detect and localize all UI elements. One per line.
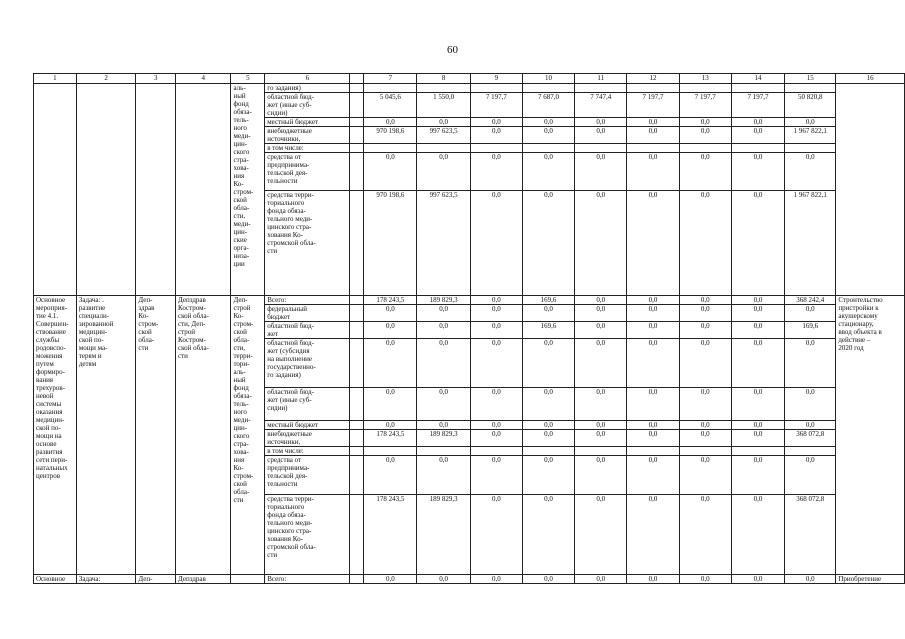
value-cell: 0,0: [364, 575, 417, 584]
value-cell: 0,0: [364, 339, 417, 388]
value-cell: 0,0: [731, 430, 784, 447]
value-cell: [731, 144, 784, 153]
value-cell: 0,0: [627, 118, 679, 127]
value-cell: 0,0: [417, 322, 470, 339]
value-cell: [731, 84, 784, 93]
table-cell: Депздрав: [176, 575, 231, 584]
value-cell: [522, 447, 574, 456]
value-cell: 0,0: [364, 305, 417, 322]
value-cell: 189 829,3: [417, 296, 470, 305]
value-cell: 0,0: [627, 127, 679, 144]
value-cell: 0,0: [470, 305, 522, 322]
value-cell: 0,0: [627, 430, 679, 447]
value-cell: 0,0: [731, 575, 784, 584]
value-cell: 0,0: [731, 153, 784, 191]
value-cell: 0,0: [627, 153, 679, 191]
value-cell: 7 197,7: [627, 93, 679, 118]
value-cell: 0,0: [731, 118, 784, 127]
value-cell: 0,0: [679, 430, 731, 447]
value-cell: [575, 144, 627, 153]
table-row: [34, 84, 905, 93]
value-cell: 0,0: [364, 421, 417, 430]
value-cell: 0,0: [470, 388, 522, 421]
funding-entity-cell: аль- ный фонд обяза- тель- ного меди- цин- ского стра- хова- ния Ко- стром- ской обла- сти, меди- цин- ские орга- низа- ции: [231, 84, 265, 296]
spacer-cell: [350, 144, 364, 153]
value-cell: 7 687,0: [522, 93, 574, 118]
coexecutor-cell: Депздрав Костром- ской обла- сти, Деп- строй Костром- ской обла- сти: [176, 296, 231, 575]
funding-source-label: средства от предпринима- тельской дея- тельности: [265, 456, 350, 495]
funding-entity-cell: Деп- строй Ко- стром- ской обла- сти, терри- тори- аль- ный фонд обяза- тель- ного меди- цин- ского стра- хова- ния Ко- стром- ской обла- сти: [231, 296, 265, 575]
value-cell: [364, 447, 417, 456]
table-row: [34, 296, 905, 305]
value-cell: 0,0: [470, 322, 522, 339]
column-header: 13: [679, 74, 731, 84]
value-cell: 0,0: [679, 495, 731, 575]
value-cell: [731, 447, 784, 456]
table-cell: Основное: [34, 575, 77, 584]
value-cell: [522, 84, 574, 93]
value-cell: 0,0: [522, 388, 574, 421]
value-cell: 0,0: [470, 456, 522, 495]
spacer-cell: [350, 388, 364, 421]
value-cell: 0,0: [785, 388, 836, 421]
value-cell: 0,0: [627, 495, 679, 575]
column-header: 1: [34, 74, 77, 84]
value-cell: 0,0: [470, 575, 522, 584]
funding-source-label: местный бюджет: [265, 118, 350, 127]
value-cell: [575, 447, 627, 456]
funding-source-label: средства терри- ториального фонда обяза- тельного меди- цинского стра- хования Ко- стромской обла- сти: [265, 191, 350, 296]
value-cell: 189 829,3: [417, 430, 470, 447]
value-cell: [470, 84, 522, 93]
value-cell: 0,0: [627, 575, 679, 584]
column-header: 2: [76, 74, 136, 84]
value-cell: 0,0: [364, 456, 417, 495]
value-cell: [364, 84, 417, 93]
value-cell: 0,0: [522, 421, 574, 430]
value-cell: [627, 447, 679, 456]
value-cell: 0,0: [627, 305, 679, 322]
value-cell: 0,0: [522, 118, 574, 127]
value-cell: 1 550,0: [417, 93, 470, 118]
spacer-cell: [350, 575, 364, 584]
value-cell: 0,0: [679, 118, 731, 127]
value-cell: 7 197,7: [470, 93, 522, 118]
value-cell: 970 198,6: [364, 127, 417, 144]
spacer-cell: [350, 191, 364, 296]
value-cell: 0,0: [679, 339, 731, 388]
value-cell: [470, 447, 522, 456]
value-cell: 0,0: [575, 191, 627, 296]
spacer-cell: [350, 421, 364, 430]
value-cell: 0,0: [731, 305, 784, 322]
spacer-cell: [350, 495, 364, 575]
value-cell: 178 243,5: [364, 495, 417, 575]
value-cell: 0,0: [417, 575, 470, 584]
value-cell: 368 072,8: [785, 430, 836, 447]
value-cell: 997 623,5: [417, 191, 470, 296]
column-header: 8: [417, 74, 470, 84]
table-cell: Деп-: [136, 575, 176, 584]
value-cell: 0,0: [731, 127, 784, 144]
header-row: [34, 74, 905, 84]
value-cell: 0,0: [575, 153, 627, 191]
value-cell: 50 820,8: [785, 93, 836, 118]
value-cell: [522, 144, 574, 153]
value-cell: 0,0: [470, 495, 522, 575]
funding-source-label: Всего:: [265, 296, 350, 305]
funding-entity-cell: [231, 575, 265, 584]
funding-source-label: го задания): [265, 84, 350, 93]
funding-source-label: областной бюд- жет: [265, 322, 350, 339]
value-cell: 0,0: [731, 388, 784, 421]
value-cell: [417, 84, 470, 93]
value-cell: 0,0: [417, 153, 470, 191]
task-cell: Задача: . развитие специали- зированной медицин- ской по- мощи ма- терям и детям: [76, 296, 136, 575]
funding-source-label: внебюджетные источники,: [265, 430, 350, 447]
value-cell: 0,0: [627, 191, 679, 296]
funding-source-label: внебюджетные источники,: [265, 127, 350, 144]
column-header: 6: [265, 74, 350, 84]
value-cell: 0,0: [731, 456, 784, 495]
value-cell: 0,0: [470, 430, 522, 447]
column-header: 10: [522, 74, 574, 84]
page-number: 60: [447, 44, 458, 56]
column-header: 7: [364, 74, 417, 84]
executor-cell: Деп- здрав Ко- стром- ской обла- сти: [136, 296, 176, 575]
column-header: 9: [470, 74, 522, 84]
value-cell: 0,0: [785, 305, 836, 322]
value-cell: 0,0: [731, 322, 784, 339]
value-cell: 0,0: [417, 388, 470, 421]
value-cell: [785, 144, 836, 153]
value-cell: 0,0: [522, 305, 574, 322]
value-cell: 0,0: [731, 191, 784, 296]
value-cell: 0,0: [731, 339, 784, 388]
task-cell: [76, 84, 136, 296]
value-cell: 0,0: [679, 127, 731, 144]
value-cell: 0,0: [522, 456, 574, 495]
funding-source-label: в том числе:: [265, 447, 350, 456]
spacer-cell: [350, 296, 364, 305]
value-cell: [785, 447, 836, 456]
value-cell: 0,0: [627, 322, 679, 339]
value-cell: 169,6: [522, 322, 574, 339]
coexecutor-cell: [176, 84, 231, 296]
value-cell: 189 829,3: [417, 495, 470, 575]
value-cell: 0,0: [470, 191, 522, 296]
value-cell: 7 197,7: [679, 93, 731, 118]
value-cell: 0,0: [417, 339, 470, 388]
value-cell: 7 747,4: [575, 93, 627, 118]
value-cell: 7 197,7: [731, 93, 784, 118]
result-cell: Строительство пристройки к акушерскому стационару, ввод объекта в действие – 2020 год: [836, 296, 905, 575]
funding-source-label: федеральный бюджет: [265, 305, 350, 322]
column-header: [350, 74, 364, 84]
value-cell: 0,0: [785, 118, 836, 127]
spacer-cell: [350, 305, 364, 322]
value-cell: 0,0: [679, 575, 731, 584]
column-header: 15: [785, 74, 836, 84]
value-cell: 0,0: [731, 421, 784, 430]
value-cell: 0,0: [785, 456, 836, 495]
value-cell: 368 072,8: [785, 495, 836, 575]
column-header: 4: [176, 74, 231, 84]
value-cell: 5 045,6: [364, 93, 417, 118]
value-cell: 0,0: [679, 191, 731, 296]
value-cell: 0,0: [785, 153, 836, 191]
value-cell: 0,0: [522, 575, 574, 584]
value-cell: 0,0: [575, 322, 627, 339]
column-header: 11: [575, 74, 627, 84]
column-header: 14: [731, 74, 784, 84]
value-cell: 0,0: [627, 421, 679, 430]
budget-table: [33, 73, 905, 584]
column-header: 12: [627, 74, 679, 84]
value-cell: 368 242,4: [785, 296, 836, 305]
value-cell: 178 243,5: [364, 430, 417, 447]
value-cell: 1 967 822,1: [785, 191, 836, 296]
value-cell: 0,0: [785, 575, 836, 584]
spacer-cell: [350, 153, 364, 191]
event-name-cell: [34, 84, 77, 296]
value-cell: [417, 447, 470, 456]
value-cell: 0,0: [679, 421, 731, 430]
value-cell: [679, 144, 731, 153]
funding-source-label: областной бюд- жет (иные суб- сидии): [265, 388, 350, 421]
value-cell: 0,0: [575, 495, 627, 575]
value-cell: 0,0: [470, 421, 522, 430]
value-cell: 0,0: [785, 421, 836, 430]
value-cell: [627, 144, 679, 153]
value-cell: 997 623,5: [417, 127, 470, 144]
spacer-cell: [350, 447, 364, 456]
value-cell: 0,0: [627, 339, 679, 388]
value-cell: 0,0: [679, 388, 731, 421]
funding-source-label: областной бюд- жет (субсидия на выполнение государственно- го задания): [265, 339, 350, 388]
value-cell: 0,0: [522, 191, 574, 296]
value-cell: 169,6: [785, 322, 836, 339]
value-cell: [785, 84, 836, 93]
value-cell: 0,0: [679, 296, 731, 305]
value-cell: 0,0: [522, 430, 574, 447]
value-cell: 0,0: [470, 118, 522, 127]
funding-source-label: средства терри- ториального фонда обяза- тельного меди- цинского стра- хования Ко- стромской обла- сти: [265, 495, 350, 575]
value-cell: [679, 84, 731, 93]
value-cell: 0,0: [627, 388, 679, 421]
column-header: 16: [836, 74, 905, 84]
spacer-cell: [350, 430, 364, 447]
value-cell: 0,0: [470, 339, 522, 388]
value-cell: 0,0: [417, 305, 470, 322]
value-cell: 0,0: [679, 322, 731, 339]
value-cell: 0,0: [522, 495, 574, 575]
value-cell: 0,0: [575, 296, 627, 305]
value-cell: 0,0: [522, 153, 574, 191]
value-cell: 0,0: [575, 421, 627, 430]
value-cell: 0,0: [575, 127, 627, 144]
event-name-cell: Основное мероприя- тие 4.1. Совершен- ствование службы родовспо- можения путем формиро- вания трехуров- невой системы оказания медицин- ской по- мощи на основe развития сети пери- натальных центров: [34, 296, 77, 575]
value-cell: 0,0: [575, 388, 627, 421]
value-cell: 0,0: [522, 127, 574, 144]
value-cell: [575, 84, 627, 93]
spacer-cell: [350, 322, 364, 339]
value-cell: 0,0: [575, 339, 627, 388]
table-row: [34, 575, 905, 584]
value-cell: 0,0: [470, 153, 522, 191]
value-cell: 0,0: [627, 296, 679, 305]
value-cell: 0,0: [575, 430, 627, 447]
funding-source-label: в том числе:: [265, 144, 350, 153]
value-cell: 0,0: [364, 118, 417, 127]
value-cell: [470, 144, 522, 153]
value-cell: 0,0: [575, 456, 627, 495]
value-cell: 0,0: [785, 339, 836, 388]
value-cell: 0,0: [522, 339, 574, 388]
result-cell: Приобретение: [836, 575, 905, 584]
column-header: 5: [231, 74, 265, 84]
value-cell: 0,0: [731, 296, 784, 305]
value-cell: 0,0: [679, 305, 731, 322]
spacer-cell: [350, 93, 364, 118]
value-cell: 169,6: [522, 296, 574, 305]
value-cell: 0,0: [627, 456, 679, 495]
funding-source-label: областной бюд- жет (иные суб- сидии): [265, 93, 350, 118]
value-cell: 0,0: [364, 153, 417, 191]
spacer-cell: [350, 339, 364, 388]
value-cell: [627, 84, 679, 93]
result-cell: [836, 84, 905, 296]
spacer-cell: [350, 118, 364, 127]
table-cell: Задача:: [76, 575, 136, 584]
executor-cell: [136, 84, 176, 296]
value-cell: 0,0: [417, 456, 470, 495]
value-cell: 0,0: [417, 421, 470, 430]
column-header: 3: [136, 74, 176, 84]
value-cell: 0,0: [575, 305, 627, 322]
value-cell: 1 967 822,1: [785, 127, 836, 144]
value-cell: 970 198,6: [364, 191, 417, 296]
value-cell: [679, 447, 731, 456]
funding-source-label: средства от предпринима- тельской дея- тельности: [265, 153, 350, 191]
funding-source-label: местный бюджет: [265, 421, 350, 430]
value-cell: 0,0: [575, 118, 627, 127]
value-cell: 0,0: [679, 153, 731, 191]
value-cell: 0,0: [575, 575, 627, 584]
value-cell: [364, 144, 417, 153]
spacer-cell: [350, 84, 364, 93]
value-cell: 0,0: [364, 388, 417, 421]
value-cell: 0,0: [470, 296, 522, 305]
value-cell: 0,0: [470, 127, 522, 144]
spacer-cell: [350, 127, 364, 144]
spacer-cell: [350, 456, 364, 495]
value-cell: 0,0: [417, 118, 470, 127]
value-cell: 0,0: [364, 322, 417, 339]
value-cell: [417, 144, 470, 153]
funding-source-label: Всего:: [265, 575, 350, 584]
value-cell: 178 243,5: [364, 296, 417, 305]
value-cell: 0,0: [679, 456, 731, 495]
value-cell: 0,0: [731, 495, 784, 575]
